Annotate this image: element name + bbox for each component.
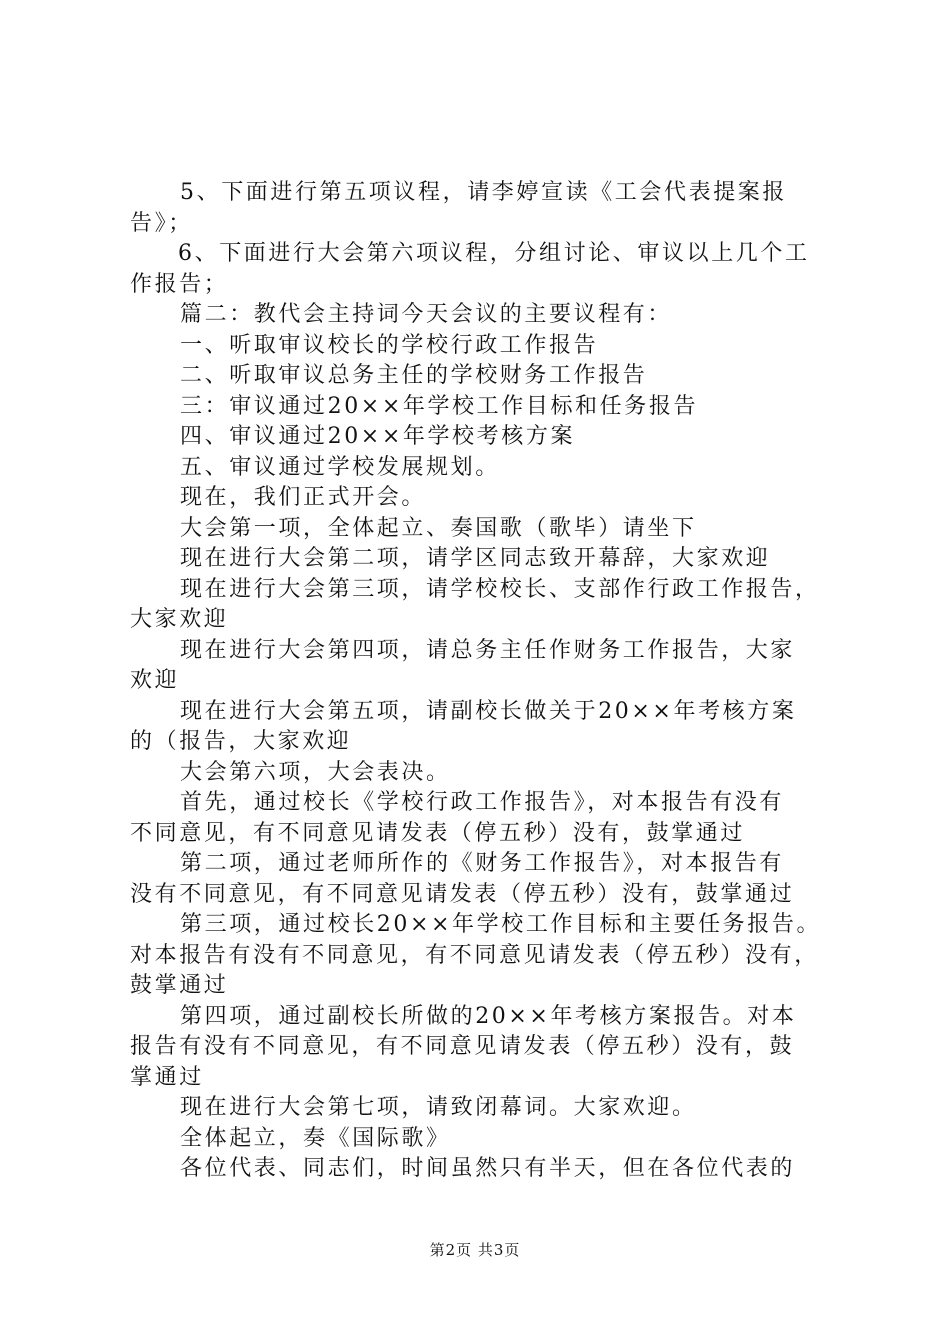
text-line: 篇二：教代会主持词今天会议的主要议程有： — [180, 302, 673, 327]
text-line: 第四项，通过副校长所做的20××年考核方案报告。对本 — [180, 1003, 797, 1029]
text-line: 的（报告，大家欢迎 — [130, 729, 352, 754]
text-line: 鼓掌通过 — [130, 973, 229, 998]
text-line: 二、听取审议总务主任的学校财务工作报告 — [180, 363, 648, 388]
text-line: 掌通过 — [130, 1064, 204, 1090]
text-line: 五、审议通过学校发展规划。 — [180, 454, 500, 480]
text-line: 现在进行大会第四项，请总务主任作财务工作报告，大家 — [180, 637, 796, 663]
text-line: 现在进行大会第七项，请致闭幕词。大家欢迎。 — [180, 1095, 697, 1120]
text-line: 大家欢迎 — [130, 607, 229, 632]
text-line: 5、下面进行第五项议程，请李婷宣读《工会代表提案报 — [180, 180, 787, 205]
text-line: 现在进行大会第五项，请副校长做关于20××年考核方案 — [180, 698, 797, 724]
text-line: 一、听取审议校长的学校行政工作报告 — [180, 332, 599, 358]
text-line: 三：审议通过20××年学校工作目标和任务报告 — [180, 393, 699, 419]
page-footer: 第2页 共3页 — [429, 1241, 521, 1259]
text-line: 现在进行大会第三项，请学校校长、支部作行政工作报告， — [180, 576, 820, 602]
text-line: 现在进行大会第二项，请学区同志致开幕辞，大家欢迎 — [180, 546, 771, 571]
text-line: 第二项，通过老师所作的《财务工作报告》，对本报告有 — [180, 851, 785, 876]
text-line: 大会第六项，大会表决。 — [180, 759, 451, 785]
text-line: 四、审议通过20××年学校考核方案 — [180, 424, 576, 449]
text-line: 告》； — [130, 210, 193, 236]
text-line: 各位代表、同志们，时间虽然只有半天，但在各位代表的 — [180, 1156, 796, 1181]
text-line: 首先，通过校长《学校行政工作报告》，对本报告有没有 — [180, 790, 785, 815]
text-line: 欢迎 — [130, 668, 180, 693]
text-line: 第三项，通过校长20××年学校工作目标和主要任务报告。 — [180, 912, 822, 937]
text-line: 大会第一项，全体起立、奏国歌（歌毕）请坐下 — [180, 515, 697, 541]
text-line: 没有不同意见，有不同意见请发表（停五秒）没有，鼓掌通过 — [130, 881, 795, 907]
text-line: 6、下面进行大会第六项议程，分组讨论、审议以上几个工 — [178, 241, 810, 266]
text-line: 现在，我们正式开会。 — [180, 485, 427, 510]
text-line: 全体起立，奏《国际歌》 — [180, 1125, 451, 1151]
text-line: 作报告； — [130, 271, 229, 297]
text-line: 报告有没有不同意见，有不同意见请发表（停五秒）没有，鼓 — [130, 1034, 795, 1059]
document-body — [130, 178, 836, 1185]
text-line: 不同意见，有不同意见请发表（停五秒）没有，鼓掌通过 — [130, 820, 746, 846]
text-line: 对本报告有没有不同意见，有不同意见请发表（停五秒）没有， — [130, 942, 819, 968]
